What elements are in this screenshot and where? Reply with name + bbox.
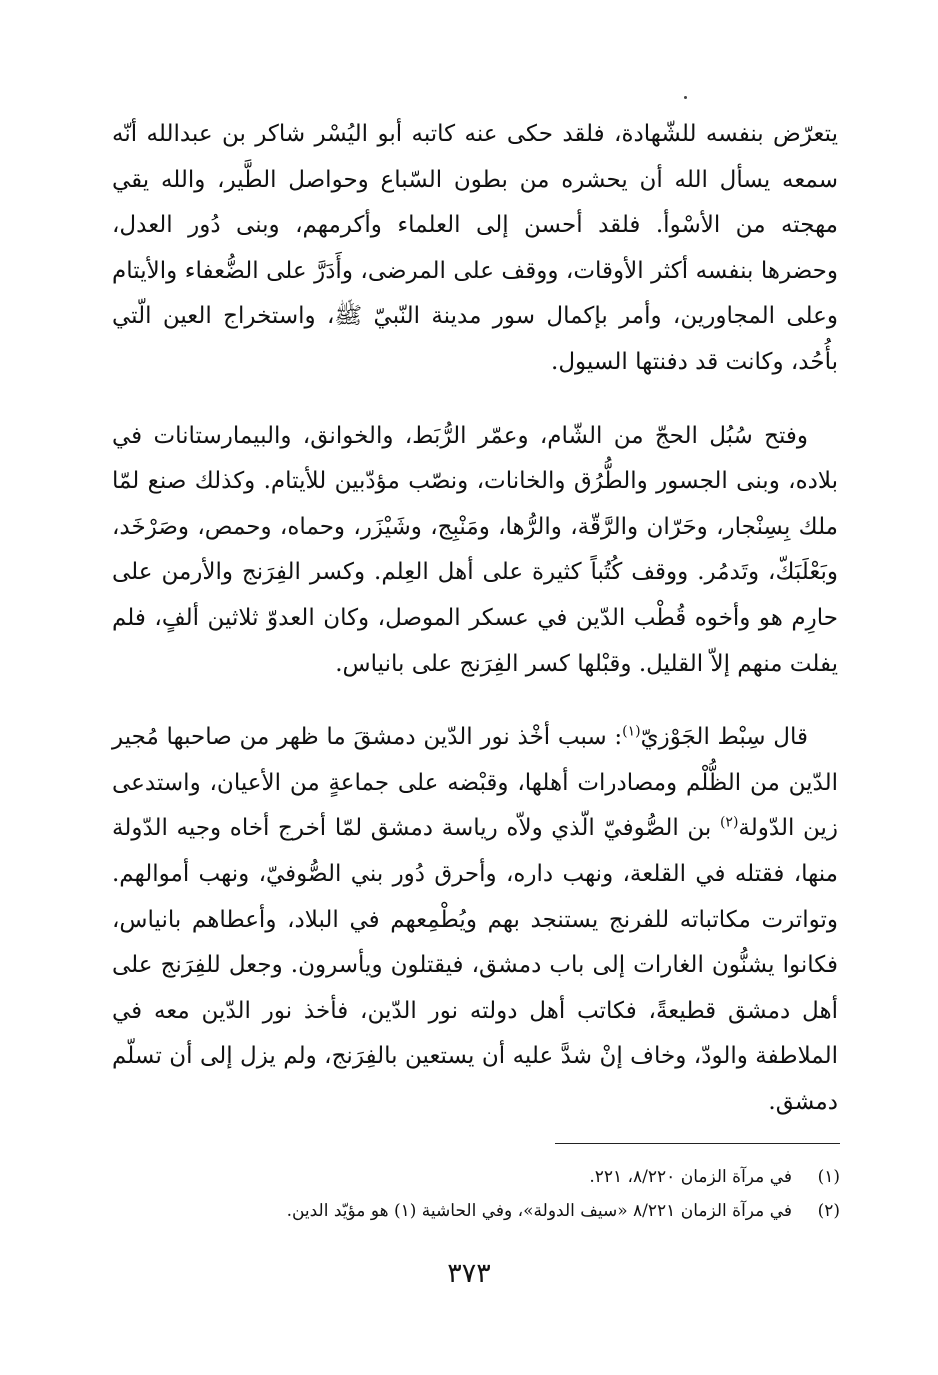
- paragraph: [112, 715, 838, 1125]
- paragraph: [112, 112, 838, 386]
- footnotes-block: [112, 1160, 840, 1228]
- footnote-number: (٢): [817, 1201, 840, 1221]
- page-number: ٣٧٣: [447, 1258, 491, 1289]
- paragraph-text: : سبب أخْذ نور الدّين دمشقَ ما ظهر من صاحبها مُجير الدّين من الظُّلْم ومصادرات أهلها، وقبْضه على جماعةٍ من الأعيان، واستدعى زين الدّولة: [112, 724, 838, 842]
- paragraph-text: قال سِبْط الجَوْزيّ: [640, 724, 808, 751]
- footnote-number: (١): [817, 1167, 840, 1187]
- paragraph: [112, 414, 838, 688]
- main-text-block: [112, 112, 838, 1125]
- footnote: [112, 1160, 840, 1194]
- footnote: [112, 1194, 840, 1228]
- paragraph-text: بن الصُّوفيّ الّذي ولاّه رياسة دمشق لمّا أخرج أخاه وجيه الدّولة منها، فقتله في القلعة، ونهب داره، وأحرق دُور بني الصُّوفيّ، ونهب أموالهم. وتواترت مكاتباته للفرنج يستنجد بهم ويُطْمِعهم في البلاد، وأعطاهم بانياس، فكانوا يشنُّون الغارات إلى باب دمشق، فيقتلون ويأسرون. وجعل للفِرَنج على أهل دمشق قطيعةً، فكاتب أهل دولته نور الدّين، فأخذ نور الدّين معه في الملاطفة والودّ، وخاف إنْ شدَّ عليه أن يستعين بالفِرَنج، ولم يزل إلى أن تسلّم دمشق.: [112, 815, 838, 1115]
- ink-speck: [684, 96, 687, 99]
- footnote-reference: (١): [622, 723, 641, 740]
- paragraph-text: يتعرّض بنفسه للشّهادة، فلقد حكى عنه كاتبه أبو اليُسْر شاكر بن عبدالله أنّه سمعه يسأل الله أن يحشره من بطون السّباع وحواصل الطَّير، والله يقي مهجته من الأسْوأ. فلقد أحسن إلى العلماء وأكرمهم، وبنى دُور العدل، وحضرها بنفسه أكثر الأوقات، ووقف على المرضى، وأَدَرَّ على الضُّعفاء والأيتام وعلى المجاورين، وأمر بإكمال سور مدينة النّبيّ ﷺ، واستخراج العين الّتي بأُحُد، وكانت قد دفنتها السيول.: [112, 121, 838, 375]
- footnote-reference: (٢): [719, 814, 739, 831]
- footnote-text: في مرآة الزمان ٨/٢٢١ «سيف الدولة»، وفي الحاشية (١) هو مؤيّد الدين.: [286, 1201, 792, 1221]
- paragraph-text: وفتح سُبُل الحجّ من الشّام، وعمّر الرُّبَط، والخوانق، والبيمارستانات في بلاده، وبنى الجسور والطُّرُق والخانات، ونصّب مؤدّبين للأيتام. وكذلك صنع لمّا ملك بِسِنْجار، وحَرّان والرَّقّة، والرُّها، ومَنْبِج، وشَيْزَر، وحماه، وحمص، وصَرْخَد، وبَعْلَبَكّ، وتَدمُر. ووقف كُتُباً كثيرة على أهل العِلم. وكسر الفِرَنج والأرمن على حارِم هو وأخوه قُطْب الدّين في عسكر الموصل، وكان العدوّ ثلاثين ألفٍ، فلم يفلت منهم إلاّ القليل. وقبْلها كسر الفِرَنج على بانياس.: [112, 422, 838, 677]
- footnote-separator: [555, 1143, 840, 1144]
- footnote-text: في مرآة الزمان ٨/٢٢٠، ٢٢١.: [589, 1167, 792, 1187]
